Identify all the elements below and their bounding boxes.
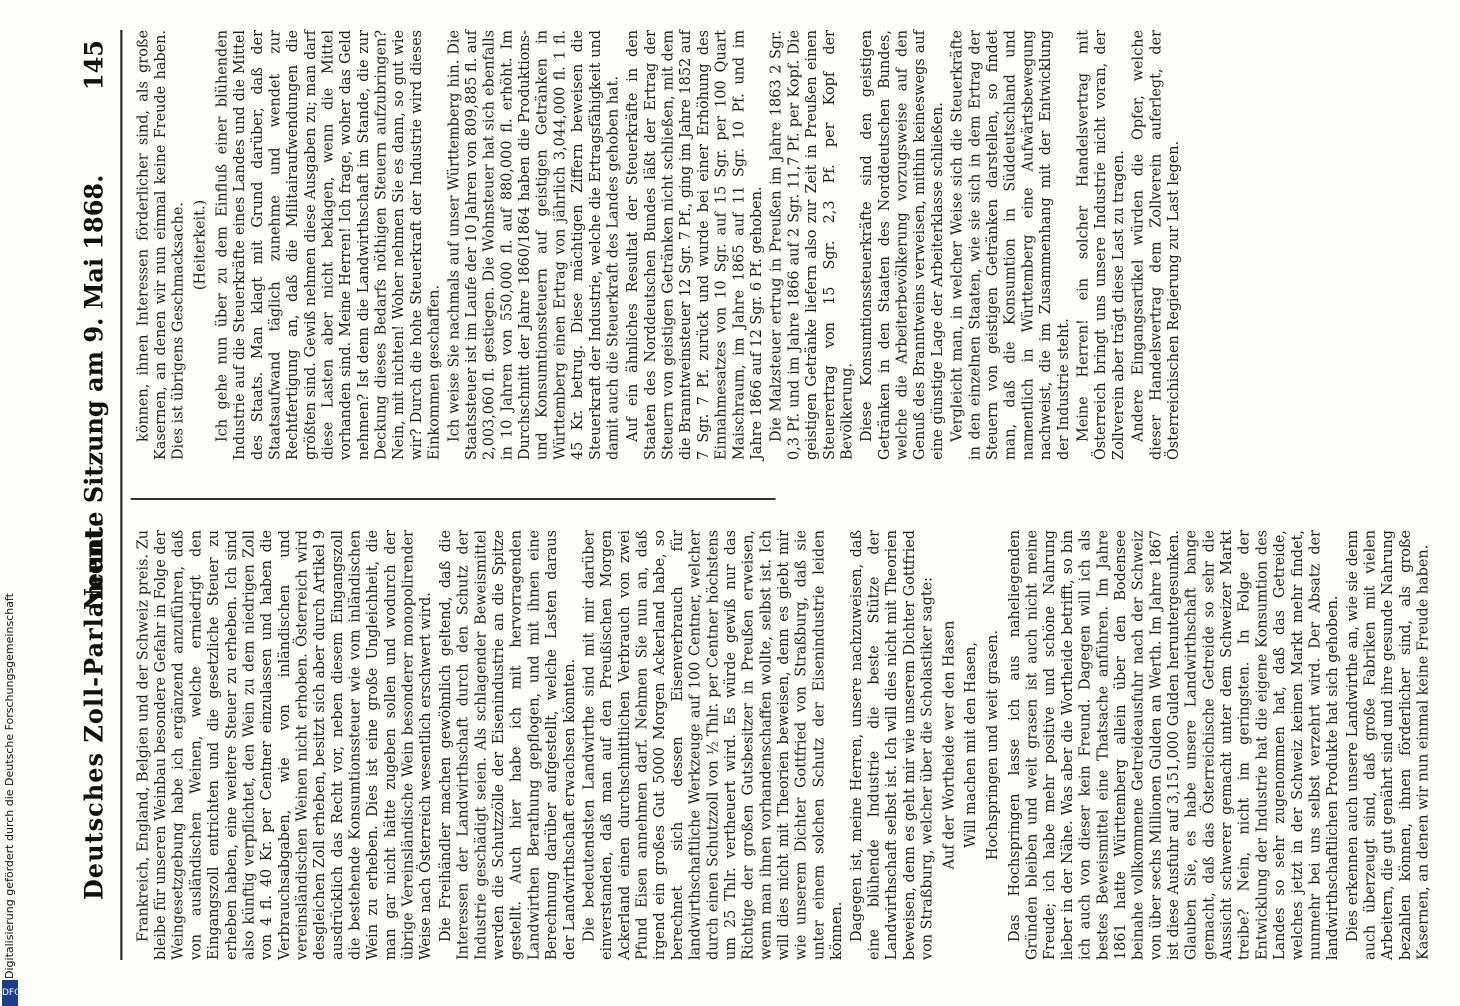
paragraph: Die Freihändler machen gewöhnlich geltend, daß die Interessen der Landwirthschaft durch den Schutz der Industrie geschädigt seien. Als schlagender Beweismittel werden die Schutzzölle der Eisenindustrie an die Spitze gestellt. Auch hier habe ich mit hervorragenden Landwirthen Berathung gepflogen, und mit ihnen eine Berechnung darüber aufgestellt, welche Lasten daraus der Landwirthschaft erwachsen könnten. [437, 530, 578, 960]
rotated-page-content [60, 0, 1460, 1000]
interjection: (Heiterkeit.) [192, 199, 209, 291]
verse-line: Auf der Wortheide wer den Hasen [940, 620, 958, 870]
text-column-right [135, 30, 1185, 460]
verse-line: Hochspringen und weit grasen. [984, 630, 1002, 860]
paragraph: Frankreich, England, Belgien und der Schweiz preis. Zu bleibe für unseren Weinbau besondere Gefahr in Folge der Weingesetzgebung habe ich ergänzend anzuführen, daß von ausländischen Weinen, welche erniedrigt den Eingangszoll entrichten und die gesetzliche Steuer zu erheben haben, eine weitere Steuer zu erheben. Ich sind also künftig verpflichtet, den Wein zu dem niedrigen Zoll von 4 fl. 40 Kr. per Centner einzulassen und haben die Verbrauchsabgaben, wie von inländischen und vereinsländischen Weinen nicht erhoben. Österreich wird desgleichen Zoll erheben, besitzt sich aber durch Artikel 9 ausdrücklich das Recht vor, neben diesem Eingangszoll die bestehende Konsumtionssteuer wie vom inländischen Wein zu erheben. Dies ist eine große Ungleichheit, die man gar nicht hätte zugeben sollen und wodurch der übrige Vereinsländische Wein besonderer monopolirender Weise nach Österreich wesentlich erschwert wird. [134, 530, 435, 960]
paragraph: Das Hochspringen lasse ich aus naheliegenden Gründen bleiben und weit grasen ist auch nicht meine Freude; ich habe mehr positive und schöne Nahrung lieber in der Nähe. Was aber die Wortheide betrifft, so bin ich auch von dieser kein Freund. Dagegen will ich als bestes Beweismittel eine Thatsache anführen. Im Jahre 1861 hatte Württemberg allein über den Bodensee beinahe vollkommene Getreideausfuhr nach der Schweiz von über sechs Millionen Gulden an Werth. Im Jahre 1867 ist diese Ausfuhr auf 3,151,000 Gulden heruntergesunken. Glauben Sie, es habe unsere Landwirthschaft bange gemacht, daß das Österreichische Getreide so sehr die Aussicht schwerer gemacht unter dem Schweizer Markt treibe? Nein, nicht im geringsten. In Folge der Entwicklung der Industrie hat die eigene Konsumtion des Landes so sehr zugenommen hat, daß das Getreide, welches jetzt in der Schweiz keinen Markt mehr findet, nunmehr bei uns selbst verzehrt wird. Der Absatz der landwirthschaftlichen Produkte hat sich gehoben. [1006, 530, 1342, 960]
paragraph: Die Malzsteuer ertrug in Preußen im Jahre 1863 2 Sgr. 0,3 Pf. und im Jahre 1866 auf 2 Sgr. 11,7 Pf. per Kopf. Die geistigen Getränke liefern also zur Zeit in Preußen einen Steuerertrag von 15 Sgr. 2,3 Pf. per Kopf der Bevölkerung. [768, 30, 856, 460]
header-rule [120, 30, 122, 960]
publication-title: Deutsches Zoll-Parlament. [78, 518, 109, 900]
paragraph: Auf ein ähnliches Resultat der Steuerkräfte in den Staaten des Norddeutschen Bundes läßt der Ertrag der Steuern von geistigen Getränken nicht schließen, mit dem die Branntweinsteuer 12 Sgr. 7 Pf., ging im Jahre 1852 auf 7 Sgr. 7 Pf. zurück und wurde bei einer Erhöhung des Einnahmesatzes von 10 Sgr. auf 15 Sgr. per 100 Quart Maischraum, im Jahre 1865 auf 11 Sgr. 10 Pf. und im Jahre 1866 auf 12 Sgr. 6 Pf. gehoben. [624, 30, 766, 460]
paragraph: Die bedeutendsten Landwirthe sind mit mir darüber einverstanden, daß man auf den Preußischen Morgen Ackerland einen durchschnittlichen Verbrauch von zwei Pfund Eisen annehmen darf. Nehmen Sie nun an, daß irgend ein großes Gut 5000 Morgen Ackerland habe, so berechnet sich dessen Eisenverbrauch für landwirthschaftliche Werkzeuge auf 100 Centner, welcher durch einen Schutzzoll von ½ Thlr. per Centner höchstens um 25 Thlr. vertheuert wird. Es würde gewiß nur das Richtige der großen Gutsbesitzer in Preußen erweisen, wenn man ihnen vorhandenschaffen wollte, selbst ist. Ich will dies nicht mit Theorien beweisen, denn es giebt mir wie unserem Dichter Gottfried von Straßburg, daß sie unter einem solchen Schutz der Eisenindustrie leiden können. [581, 530, 846, 960]
column-divider [131, 498, 776, 500]
paragraph: Meine Herren! ein solcher Handelsvertrag mit Österreich bringt uns unsere Industrie nicht voran, der Zollverein aber trägt diese Last zu tragen. [1075, 30, 1128, 460]
session-title: Neunte Sitzung am 9. Mai 1868. [78, 174, 109, 610]
dfg-logo: DFG [2, 980, 18, 1006]
paragraph: können, ihnen Interessen förderlicher sind, als große Kasernen, an denen wir nun einmal keine Freude haben. Dies ist übrigens Geschmacksache. [134, 30, 187, 460]
digitization-credit [2, 40, 20, 1000]
page-number: 145 [78, 40, 109, 91]
paragraph: Ich weise Sie nachmals auf unser Württemberg hin. Die Staatssteuer ist im Laufe der 10 Jahren von 809,885 fl. auf 2,003,060 fl. gestiegen. Die Wohnsteuer hat sich ebenfalls in 10 Jahren von 550,000 fl. auf 880,000 fl. erhöht. Im Durchschnitt der Jahre 1860/1864 haben die Produktions- und Konsumtionssteuern auf geistigen Getränken in Württemberg einen Ertrag von jährlich 3,044,000 fl. 1 fl. 45 Kr. betrug. Diese mächtigen Ziffern beweisen die Steuerkraft der Industrie, welche die Ertragsfähigkeit und damit auch die Steuerkraft des Landes gehoben hat. [445, 30, 622, 460]
paragraph: Dagegen ist, meine Herren, unsere nachzuweisen, daß eine blühende Industrie die beste Stütze der Landwirthschaft selbst ist. Ich will dies nicht mit Theorien beweisen, denn es geht mir wie unserem Dichter Gottfried von Straßburg, welcher über die Scholastiker sagte: [848, 530, 936, 960]
paragraph: Andere Eingangsartikel würden die Opfer, welche dieser Handelsvertrag dem Zollverein auferlegt, der Österreichischen Regierung zur Last legen. [1130, 30, 1183, 460]
paragraph: Ich gehe nun über zu dem Einfluß einer blühenden Industrie auf die Steuerkräfte eines Landes und die Mittel des Staats. Man klagt mit Grund darüber, daß der Staatsaufwand täglich zunehme und wendet zur Rechtfertigung an, daß die Militairaufwendungen die größten sind. Gewiß nehmen diese Ausgaben zu; man darf diese Lasten aber nicht beklagen, wenn die Mittel vorhanden sind. Meine Herren! Ich frage, woher das Geld nehmen? Ist denn die Landwirthschaft im Stande, die zur Deckung dieses Bedarfs nöthigen Steuern aufzubringen? Nein, mit nichten! Woher nehmen Sie es dann, so gut wie wir? Durch die hohe Steuerkraft der Industrie wird dieses Einkommen geschaffen. [213, 30, 443, 460]
credit-text: Digitalisierung gefördert durch die Deutsche Forschungsgemeinschaft [3, 593, 16, 979]
verse-line: Will machen mit den Hasen, [962, 642, 980, 848]
paragraph: Dies erkennen auch unsere Landwirthe an, wie sie denn auch überzeugt sind, daß große Fabriken mit vielen Arbeitern, die gut genährt sind und ihre gesunde Nahrung bezahlen können, ihnen förderlicher sind, als große Kasernen, an denen wir nun einmal keine Freude haben. [1344, 530, 1432, 960]
text-column-left [135, 530, 1435, 960]
paragraph: Diese Konsumtionssteuerkräfte sind den geistigen Getränken in den Staaten des Norddeutschen Bundes, welche die Arbeiterbevölkerung vorzugsweise auf den Genuß des Branntweins verweisen, mithin keineswegs auf eine günstige Lage der Arbeiterklasse schließen. [858, 30, 947, 460]
paragraph: Vergleicht man, in welcher Weise sich die Steuerkräfte in den einzelnen Staaten, wie sie sich in dem Ertrag der Steuern von geistigen Getränken darstellen, so findet man, daß die Konsumtion in Süddeutschland und namentlich in Württemberg eine Aufwärtsbewegung nachweist, die im Zusammenhang mit der Entwicklung der Industrie steht. [949, 30, 1072, 460]
